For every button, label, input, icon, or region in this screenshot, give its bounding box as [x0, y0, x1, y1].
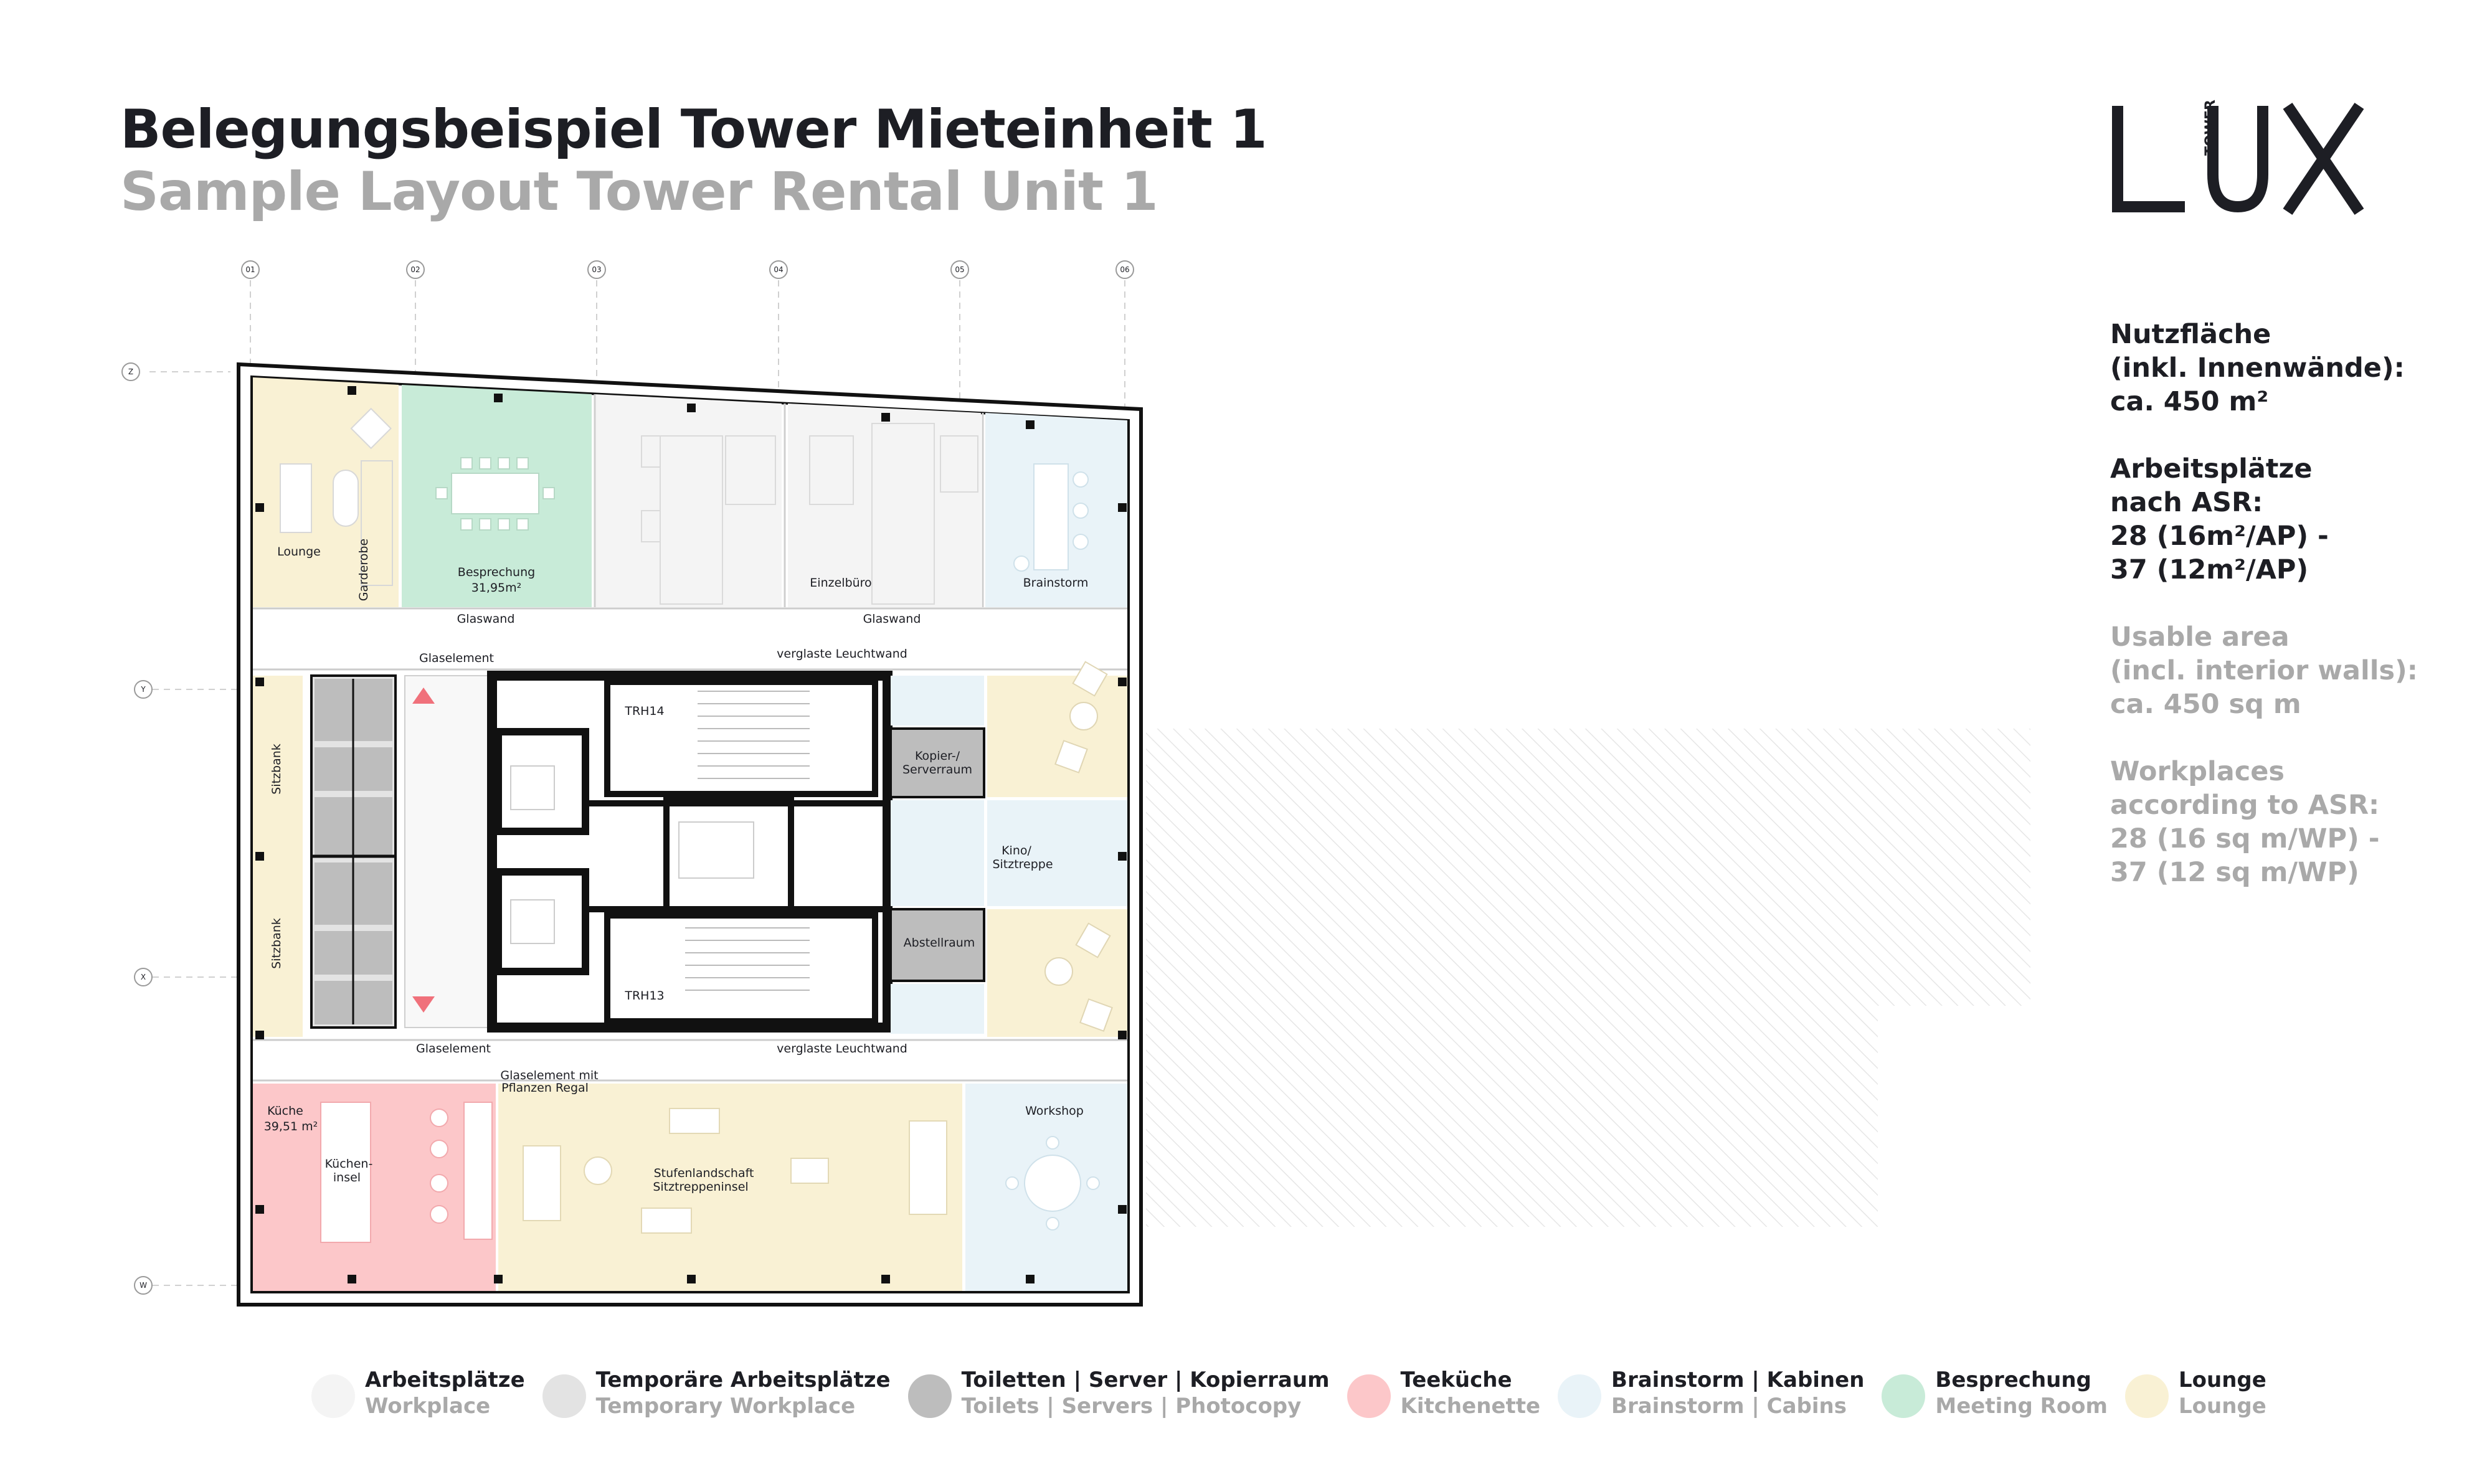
- legend-label-en: Kitchenette: [1400, 1394, 1541, 1419]
- legend-item-toilets: [908, 1367, 1330, 1435]
- logo-tower-text: TOWER: [2203, 100, 2219, 156]
- glaselement-lobby: [405, 676, 489, 1028]
- svg-text:06: 06: [1120, 265, 1130, 274]
- label-besprechung-area: 31,95m²: [471, 581, 522, 595]
- label-glaselement: Glaselement: [419, 651, 494, 665]
- fact-line: Usable area: [2110, 621, 2290, 653]
- fact-line: Workplaces: [2110, 756, 2285, 787]
- fact-line: 28 (16 sq m/WP) -: [2110, 823, 2380, 854]
- label-trh14: TRH14: [625, 704, 665, 718]
- label-kino: Kino/: [1002, 844, 1031, 858]
- adjacent-area-hatch: [1146, 729, 2030, 1227]
- label-kopier: Kopier-/: [914, 749, 960, 763]
- label-glaselement: Glaselement: [416, 1042, 491, 1056]
- legend-label-de: Temporäre Arbeitsplätze: [595, 1368, 891, 1392]
- label-einzelbuero: Einzelbüro: [810, 576, 872, 590]
- legend-swatch: [1558, 1374, 1601, 1418]
- legend-swatch: [311, 1374, 355, 1418]
- lounge-right-top: [987, 676, 1127, 797]
- svg-text:02: 02: [410, 265, 420, 274]
- legend-label-de: Toiletten | Server | Kopierraum: [961, 1368, 1330, 1392]
- legend-label-de: Arbeitsplätze: [365, 1368, 525, 1392]
- svg-text:04: 04: [774, 265, 784, 274]
- legend-label-en: Brainstorm | Cabins: [1611, 1394, 1847, 1419]
- label-leuchtwand: verglaste Leuchtwand: [777, 1042, 907, 1056]
- svg-text:01: 01: [245, 265, 255, 274]
- legend-swatch: [1347, 1374, 1391, 1418]
- legend-item-lounge: [2125, 1367, 2266, 1435]
- legend-item-workplace: [311, 1367, 525, 1435]
- legend-label-en: Lounge: [2178, 1394, 2266, 1419]
- svg-text:W: W: [140, 1281, 147, 1290]
- toilet-block: [311, 676, 395, 1028]
- fact-line: according to ASR:: [2110, 790, 2380, 821]
- svg-text:05: 05: [955, 265, 965, 274]
- svg-text:03: 03: [592, 265, 602, 274]
- label-sitzbank: Sitzbank: [270, 744, 283, 795]
- legend-label-en: Meeting Room: [1935, 1394, 2108, 1419]
- fact-line: (inkl. Innenwände):: [2110, 352, 2405, 384]
- page-subtitle: Sample Layout Tower Rental Unit 1: [120, 161, 1158, 223]
- room-kino: [891, 800, 984, 906]
- legend-label-de: Lounge: [2178, 1368, 2266, 1392]
- legend-swatch: [2125, 1374, 2169, 1418]
- legend-label-en: Temporary Workplace: [595, 1394, 856, 1419]
- fact-line: 37 (12 sq m/WP): [2110, 857, 2359, 888]
- legend-item-meeting: [1882, 1367, 2108, 1435]
- fact-line: ca. 450 sq m: [2110, 689, 2301, 720]
- room-lounge: [253, 377, 399, 607]
- label-besprechung: Besprechung: [457, 565, 536, 579]
- legend-label-en: Workplace: [365, 1394, 491, 1419]
- label-brainstorm: Brainstorm: [1023, 576, 1089, 590]
- cabins-bottom: [891, 984, 984, 1034]
- svg-text:X: X: [140, 973, 146, 981]
- legend: [311, 1367, 2266, 1435]
- label-kuecheninsel: insel: [333, 1171, 361, 1184]
- legend-swatch: [542, 1374, 586, 1418]
- fact-line: 37 (12m²/AP): [2110, 554, 2309, 585]
- fact-line: ca. 450 m²: [2110, 386, 2269, 417]
- label-sitztreppeninsel: Sitztreppeninsel: [653, 1180, 749, 1194]
- building-core: [492, 676, 888, 1028]
- legend-label-de: Brainstorm | Kabinen: [1611, 1368, 1865, 1392]
- label-glaswand: Glaswand: [457, 612, 515, 626]
- label-kueche-area: 39,51 m²: [263, 1120, 318, 1133]
- label-serverraum: Serverraum: [902, 763, 972, 777]
- fact-line: nach ASR:: [2110, 487, 2263, 518]
- label-garderobe: Garderobe: [357, 538, 371, 602]
- legend-item-brainstorm: [1558, 1367, 1864, 1435]
- page-title: Belegungsbeispiel Tower Mieteinheit 1: [120, 98, 1267, 161]
- label-leuchtwand: verglaste Leuchtwand: [777, 647, 907, 661]
- legend-swatch: [1882, 1374, 1925, 1418]
- label-workshop: Workshop: [1025, 1104, 1084, 1118]
- label-trh13: TRH13: [625, 989, 665, 1003]
- fact-line: (incl. interior walls):: [2110, 655, 2418, 686]
- label-lounge: Lounge: [277, 545, 321, 559]
- label-stufenlandschaft: Stufenlandschaft: [653, 1166, 754, 1180]
- label-glaswand: Glaswand: [863, 612, 921, 626]
- fact-line: Nutzfläche: [2110, 319, 2271, 350]
- legend-item-temporary: [542, 1367, 891, 1435]
- label-kueche: Küche: [267, 1104, 303, 1118]
- legend-label-de: Teeküche: [1400, 1368, 1512, 1392]
- label-pflanzen-regal: Glaselement mit: [500, 1069, 599, 1082]
- fact-line: 28 (16m²/AP) -: [2110, 521, 2329, 552]
- room-workplaces-1: [595, 394, 782, 607]
- legend-label-en: Toilets | Servers | Photocopy: [961, 1394, 1302, 1419]
- svg-text:Y: Y: [141, 685, 146, 694]
- label-kuecheninsel: Küchen-: [324, 1157, 373, 1171]
- label-sitzbank: Sitzbank: [270, 918, 283, 969]
- cabins-top: [891, 676, 984, 725]
- legend-swatch: [908, 1374, 952, 1418]
- legend-label-de: Besprechung: [1935, 1368, 2091, 1392]
- label-abstellraum: Abstellraum: [903, 936, 975, 950]
- fact-line: Arbeitsplätze: [2110, 453, 2313, 484]
- legend-item-kitchenette: [1347, 1367, 1541, 1435]
- label-pflanzen-regal: Pflanzen Regal: [501, 1081, 589, 1095]
- label-sitztreppe: Sitztreppe: [992, 858, 1053, 871]
- svg-text:Z: Z: [128, 367, 134, 376]
